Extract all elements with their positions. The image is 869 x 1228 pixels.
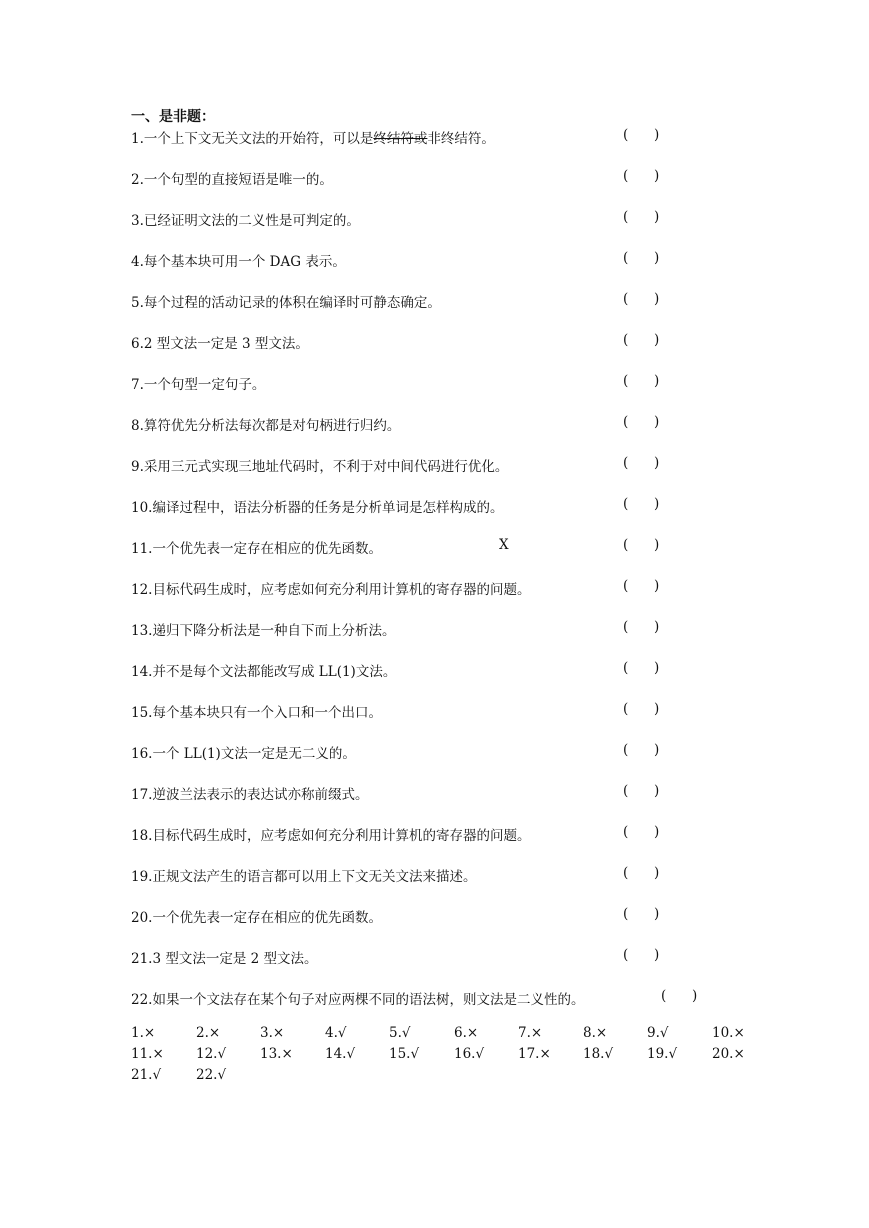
question-text-main: 5.每个过程的活动记录的体积在编译时可静态确定。 <box>131 295 441 311</box>
answer-entry: 16.√ <box>454 1046 485 1062</box>
question-text <box>131 660 396 680</box>
question-text-main: 10.编译过程中，语法分析器的任务是分析单词是怎样构成的。 <box>131 500 504 516</box>
question-text-main: 1.一个上下文无关文法的开始符，可以是 <box>131 131 374 147</box>
question-text-main: 11.一个优先表一定存在相应的优先函数。 <box>131 541 382 557</box>
question-item <box>131 537 731 557</box>
answer-entry: 7.× <box>518 1025 543 1041</box>
question-item <box>131 988 731 1008</box>
question-item <box>131 250 731 270</box>
question-text-main: 4.每个基本块可用一个 DAG 表示。 <box>131 254 346 270</box>
answer-entry: 5.√ <box>389 1025 411 1041</box>
answer-bracket: ( ) <box>623 701 660 717</box>
answer-bracket: ( ) <box>623 414 660 430</box>
question-text-main: 16.一个 LL(1)文法一定是无二义的。 <box>131 746 356 762</box>
question-item <box>131 742 731 762</box>
answer-bracket: ( ) <box>623 865 660 881</box>
answer-key <box>131 1025 751 1088</box>
question-text-main: 8.算符优先分析法每次都是对句柄进行归约。 <box>131 418 401 434</box>
answer-bracket: ( ) <box>623 783 660 799</box>
question-item <box>131 373 731 393</box>
answer-entry: 20.× <box>712 1046 745 1062</box>
answer-bracket: ( ) <box>623 455 660 471</box>
question-item <box>131 291 731 311</box>
question-text-main: 6.2 型文法一定是 3 型文法。 <box>131 336 309 352</box>
question-item <box>131 906 731 926</box>
question-text-main: 9.采用三元式实现三地址代码时，不利于对中间代码进行优化。 <box>131 459 509 475</box>
question-text-main: 19.正规文法产生的语言都可以用上下文无关文法来描述。 <box>131 869 477 885</box>
answer-bracket: ( ) <box>623 250 660 266</box>
answer-entry: 3.× <box>260 1025 285 1041</box>
question-text-main: 21.3 型文法一定是 2 型文法。 <box>131 951 318 967</box>
question-text <box>131 414 400 434</box>
question-text <box>131 824 530 844</box>
question-text <box>131 168 333 188</box>
answer-bracket: ( ) <box>623 824 660 840</box>
question-item <box>131 865 731 885</box>
question-text <box>131 332 309 352</box>
question-item <box>131 578 731 598</box>
question-text <box>131 701 382 721</box>
question-item <box>131 209 731 229</box>
struck-through-text: 终结符或 <box>373 131 428 147</box>
answer-bracket: ( ) <box>623 496 660 512</box>
answer-bracket: ( ) <box>623 209 660 225</box>
answer-entry: 14.√ <box>325 1046 356 1062</box>
question-text <box>131 250 346 270</box>
answer-entry: 10.× <box>712 1025 745 1041</box>
answer-bracket: ( ) <box>623 373 660 389</box>
answer-bracket: ( ) <box>623 332 660 348</box>
answer-bracket: ( ) <box>623 947 660 963</box>
answer-bracket: ( ) <box>623 127 660 143</box>
question-item <box>131 783 731 803</box>
question-item <box>131 332 731 352</box>
question-text <box>131 865 476 885</box>
question-text <box>131 906 382 926</box>
question-item <box>131 127 731 147</box>
answer-entry: 4.√ <box>325 1025 347 1041</box>
question-text <box>131 947 318 967</box>
answer-row <box>131 1067 751 1088</box>
question-text-main: 12.目标代码生成时，应考虑如何充分利用计算机的寄存器的问题。 <box>131 582 531 598</box>
question-text <box>131 496 503 516</box>
answer-entry: 8.× <box>583 1025 608 1041</box>
question-item <box>131 701 731 721</box>
question-text <box>131 578 530 598</box>
question-text-main: 2.一个句型的直接短语是唯一的。 <box>131 172 333 188</box>
answer-entry: 19.√ <box>647 1046 678 1062</box>
answer-entry: 21.√ <box>131 1067 162 1083</box>
answer-entry: 18.√ <box>583 1046 614 1062</box>
question-text <box>131 455 508 475</box>
answer-bracket: ( ) <box>623 660 660 676</box>
question-text <box>131 988 584 1008</box>
question-text <box>131 783 368 803</box>
question-item <box>131 455 731 475</box>
question-text <box>131 537 382 557</box>
answer-bracket: ( ) <box>623 906 660 922</box>
answer-entry: 9.√ <box>647 1025 669 1041</box>
answer-row <box>131 1025 751 1046</box>
answer-bracket: ( ) <box>623 578 660 594</box>
answer-bracket: ( ) <box>661 988 698 1004</box>
question-text <box>131 619 395 639</box>
question-item <box>131 947 731 967</box>
answer-entry: 22.√ <box>196 1067 227 1083</box>
answer-entry: 17.× <box>518 1046 551 1062</box>
question-text-main: 3.已经证明文法的二义性是可判定的。 <box>131 213 360 229</box>
answer-bracket: ( ) <box>623 291 660 307</box>
question-text-main: 7.一个句型一定句子。 <box>131 377 266 393</box>
question-item <box>131 168 731 188</box>
answer-entry: 15.√ <box>389 1046 420 1062</box>
question-text <box>131 209 360 229</box>
answer-bracket: ( ) <box>623 742 660 758</box>
question-text <box>131 291 441 311</box>
section-title: 一、是非题： <box>131 109 215 125</box>
question-text-main: 14.并不是每个文法都能改写成 LL(1)文法。 <box>131 664 397 680</box>
answer-entry: 12.√ <box>196 1046 227 1062</box>
answer-entry: 6.× <box>454 1025 479 1041</box>
question-text-main: 20.一个优先表一定存在相应的优先函数。 <box>131 910 382 926</box>
question-item <box>131 496 731 516</box>
question-text <box>131 742 356 762</box>
question-text-main: 15.每个基本块只有一个入口和一个出口。 <box>131 705 382 721</box>
answer-entry: 11.× <box>131 1046 164 1062</box>
answer-entry: 1.× <box>131 1025 156 1041</box>
answer-bracket: ( ) <box>623 619 660 635</box>
question-item <box>131 619 731 639</box>
question-text <box>131 373 265 393</box>
question-text <box>131 127 495 147</box>
answer-entry: 13.× <box>260 1046 293 1062</box>
question-item <box>131 414 731 434</box>
question-text-main: 22.如果一个文法存在某个句子对应两棵不同的语法树，则文法是二义性的。 <box>131 992 585 1008</box>
question-item <box>131 660 731 680</box>
handwritten-mark: X <box>499 537 509 553</box>
answer-row <box>131 1046 751 1067</box>
answer-entry: 2.× <box>196 1025 221 1041</box>
question-text-main: 13.递归下降分析法是一种自下而上分析法。 <box>131 623 396 639</box>
answer-bracket: ( ) <box>623 537 660 553</box>
question-item <box>131 824 731 844</box>
question-text-tail: 非终结符。 <box>427 131 495 147</box>
answer-bracket: ( ) <box>623 168 660 184</box>
question-text-main: 17.逆波兰法表示的表达试亦称前缀式。 <box>131 787 369 803</box>
question-text-main: 18.目标代码生成时，应考虑如何充分利用计算机的寄存器的问题。 <box>131 828 531 844</box>
